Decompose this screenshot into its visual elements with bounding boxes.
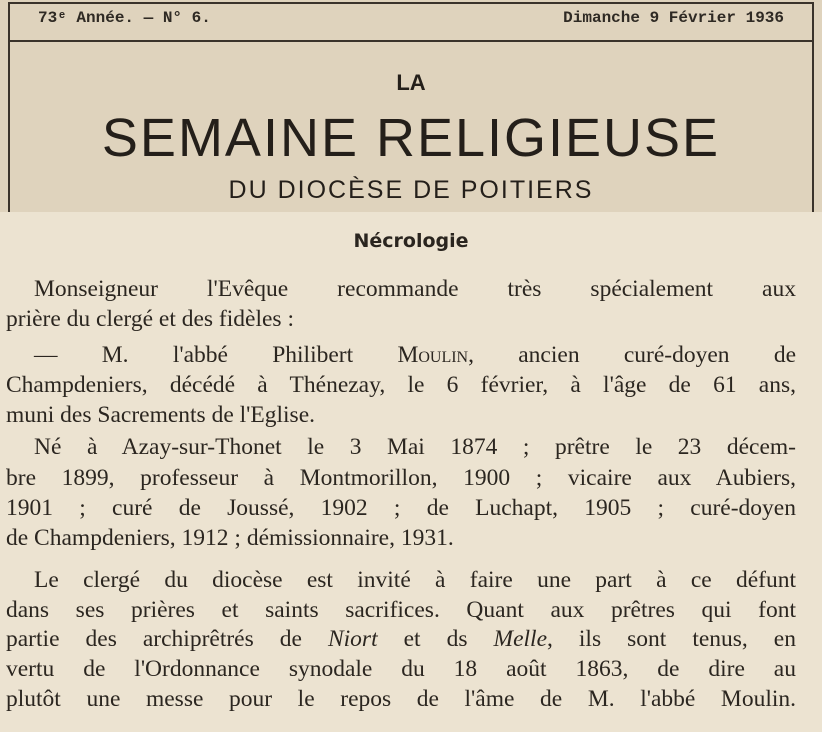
paragraph-4-line-2: dans ses prières et saints sacrifices. Quant aux prêtres qui font	[6, 597, 796, 623]
masthead-top-rule	[8, 2, 814, 4]
dateline	[38, 9, 784, 33]
article	[0, 212, 822, 732]
issue-number: 73ᵉ Année. — N° 6.	[38, 9, 211, 27]
paragraph-3-line-4: de Champdeniers, 1912 ; démissionnaire, 1931.	[6, 525, 454, 551]
paragraph-4-line-4: vertu de l'Ordonnance synodale du 18 août 1863, de dire au	[6, 656, 796, 682]
paragraph-3-line-1: Né à Azay-sur-Thonet le 3 Mai 1874 ; prêtre le 23 décem-	[34, 434, 796, 460]
paragraph-3-line-2: bre 1899, professeur à Montmorillon, 1900 ; vicaire aux Aubiers,	[6, 465, 796, 491]
notice-title: , ancien curé-doyen de	[468, 342, 796, 368]
paragraph-3-line-3: 1901 ; curé de Joussé, 1902 ; de Luchapt, 1905 ; curé-doyen	[6, 495, 796, 521]
paragraph-1-line-1: Monseigneur l'Evêque recommande très spécialement aux	[34, 276, 796, 302]
place-niort: Niort	[327, 626, 378, 652]
archpriest-text-a: partie des archiprêtrés de	[6, 626, 328, 652]
deceased-name: Moulin	[397, 342, 469, 368]
place-melle: Melle	[493, 626, 548, 652]
masthead-title-article: LA	[396, 70, 426, 95]
dateline-rule	[8, 40, 814, 42]
paragraph-2-line-1	[34, 342, 796, 368]
paragraph-1-line-2: prière du clergé et des fidèles :	[6, 306, 294, 332]
notice-intro: — M. l'abbé Philibert	[34, 342, 354, 368]
issue-date: Dimanche 9 Février 1936	[563, 9, 784, 27]
masthead-subtitle: DU DIOCÈSE DE POITIERS	[228, 176, 594, 204]
masthead	[0, 0, 822, 212]
paragraph-4-line-3	[6, 626, 796, 652]
paragraph-2-line-3: muni des Sacrements de l'Eglise.	[6, 402, 316, 428]
paragraph-4-line-1: Le clergé du diocèse est invité à faire une part à ce défunt	[34, 567, 796, 593]
paragraph-2-line-2: Champdeniers, décédé à Thénezay, le 6 février, à l'âge de 61 ans,	[6, 372, 796, 398]
article-heading: Nécrologie	[353, 230, 469, 252]
masthead-title: SEMAINE RELIGIEUSE	[101, 108, 721, 168]
archpriest-text-c: , ils sont tenus, en	[547, 626, 796, 652]
paragraph-4-line-5: plutôt une messe pour le repos de l'âme de M. l'abbé Moulin.	[6, 686, 796, 712]
archpriest-text-b: et ds	[377, 626, 494, 652]
